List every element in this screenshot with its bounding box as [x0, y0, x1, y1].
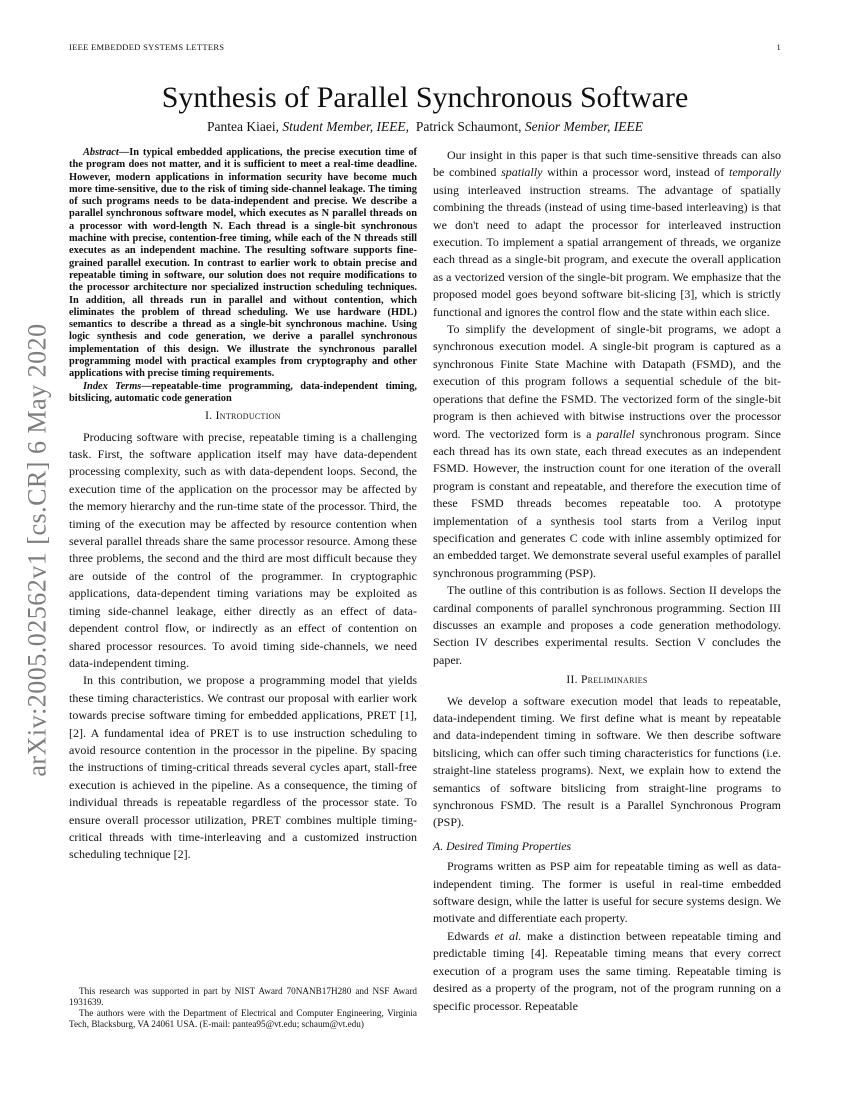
author-2-name: Patrick Schaumont,	[415, 119, 522, 134]
footnote-affiliation: The authors were with the Department of Electrical and Computer Engineering, Virginia Tech, Blacksburg, VA 24061 USA. (E-mail: pantea95@vt.edu; schaum@vt.edu)	[69, 1008, 417, 1029]
abstract	[69, 147, 417, 381]
subsection-heading-timing: A. Desired Timing Properties	[433, 838, 572, 853]
text-run: Edwards	[447, 928, 495, 943]
footnote-funding: This research was supported in part by NIST Award 70NANB17H280 and NSF Award 1931639.	[69, 986, 417, 1007]
text-run: synchronous program. Since each thread has its own state, each thread executes as an independent FSMD. However, the instruction count for one iteration of the overall program is constant and repeatable, and therefore the execution time of these FSMD threads becomes repeatable too. A prototype implementation of a synthesis tool starts from a Verilog input specification and generates C code with inline assembly optimized for an embedded target. We demonstrate several useful examples of parallel synchronous programming (PSP).	[433, 426, 781, 580]
abstract-lead: Abstract	[83, 147, 119, 158]
left-column	[69, 147, 417, 864]
text-run: make a distinction between repeatable timing and predictable timing [4]. Repeatable timing means that every correct execution of a program uses the same timing. Repeatable timing is desired as a property of the program, not of the program running on a specific processor. Repeatable	[433, 928, 781, 1013]
footnotes	[69, 986, 417, 1030]
text-run: Our insight in this paper is that such time-sensitive threads can also be combined	[433, 148, 781, 180]
section-title: Preliminaries	[580, 674, 648, 687]
right-column	[433, 147, 781, 1015]
author-1-affiliation: Student Member, IEEE,	[282, 119, 410, 134]
page-number: 1	[776, 42, 781, 52]
author-line	[69, 119, 781, 135]
text-run: using interleaved instruction streams. The advantage of spatially combining the threads (instead of using time-based interleaving) is that we don't need to adapt the processor for interleaved instruction execution. To implement a spatial arrangement of threads, we organize each thread as a single-bit program, and execute the overall application as a vectorized version of the single-bit program. We emphasize that the proposed model goes beyond software bit-slicing [3], which is strictly functional and ignores the control flow and the state within each slice.	[433, 182, 781, 319]
section-heading-preliminaries	[433, 672, 781, 689]
journal-name: IEEE EMBEDDED SYSTEMS LETTERS	[69, 42, 225, 52]
emphasis: et al.	[494, 928, 522, 943]
timing-paragraph-2	[433, 928, 781, 1015]
intro-paragraph-4	[433, 321, 781, 582]
author-2-affiliation: Senior Member, IEEE	[524, 119, 644, 134]
abstract-text: —In typical embedded applications, the precise execution time of the program does not matter, and it is sufficient to meet a real-time deadline. However, modern applications in information security have become much more time-sensitive, due to the risk of timing side-channel leakage. The timing of such programs needs to be data-independent and precise. We describe a parallel synchronous software model, which executes as N parallel threads on a processor with word-length N. Each thread is a single-bit synchronous machine with precise, contention-free timing, while each of the N threads still executes as an independent machine. The resulting software supports fine-grained parallel execution. In contrast to earlier work to obtain precise and repeatable timing in software, our solution does not require modifications to the processor architecture nor specialized instruction scheduling techniques. In addition, all threads run in parallel and without contention, which eliminates the problem of thread scheduling. We use hardware (HDL) semantics to describe a thread as a single-bit synchronous machine. Using logic synthesis and code generation, we derive a parallel synchronous implementation of this design. We illustrate the synchronous parallel programming model with practical examples from cryptography and other applications with precise timing requirements.	[69, 147, 417, 380]
intro-paragraph-3	[433, 147, 781, 321]
arxiv-stamp-text: arXiv:2005.02562v1 [cs.CR] 6 May 2020	[23, 323, 52, 777]
intro-paragraph-1: Producing software with precise, repeatable timing is a challenging task. First, the software application itself may have data-dependent processing complexity, such as with data-dependent loops. Second, the execution time of the application on the processor may be affected by the memory hierarchy and the run-time state of the processor. Third, the timing of the execution may be affected by resource contention when several parallel threads share the same processor resource. Among these three problems, the second and the third are most difficult because they are outside of the control of the programmer. In cryptographic applications, data-dependent timing variations may be exploited as timing side-channel leakage, either directly as an effect of data-dependent control flow, or indirectly as an effect of contention on shared processor resources. To avoid timing side-channels, we need data-independent timing.	[69, 429, 417, 670]
intro-paragraph-2: In this contribution, we propose a programming model that yields these timing characteristics. We contrast our proposal with earlier work towards precise software timing for embedded applications, PRET [1], [2]. A fundamental idea of PRET is to use instruction scheduling to avoid resource contention in the processor in the pipeline. By spacing the instructions of timing-critical threads several cycles apart, stall-free execution is achieved in the pipeline. As a consequence, the timing of individual threads is repeatable regardless of the processor state. To ensure overall processor utilization, PRET combines multiple timing-critical threads with time-interleaving and a customized instruction scheduling technique [2].	[69, 673, 417, 862]
section-number: II.	[566, 674, 578, 687]
author-1-name: Pantea Kiaei,	[206, 119, 279, 134]
emphasis: spatially	[501, 165, 543, 180]
section-heading-introduction	[69, 408, 417, 425]
index-terms-text: —repeatable-time programming, data-independent timing, bitslicing, automatic code generation	[69, 380, 417, 404]
section-title: Introduction	[215, 410, 281, 423]
index-terms	[69, 381, 417, 406]
index-terms-lead: Index Terms	[83, 380, 142, 392]
timing-paragraph-1: Programs written as PSP aim for repeatable timing as well as data-independent timing. The former is useful in real-time embedded software design, while the latter is useful for secure systems design. We motivate and differentiate each property.	[433, 859, 781, 926]
intro-paragraph-5: The outline of this contribution is as follows. Section II develops the cardinal components of parallel synchronous programming. Section III discusses an example and proposes a code generation methodology. Section IV describes experimental results. Section V concludes the paper.	[433, 583, 781, 667]
emphasis: parallel	[596, 426, 635, 441]
paper-title: Synthesis of Parallel Synchronous Software	[161, 81, 689, 114]
emphasis: temporally	[728, 165, 781, 180]
text-run: within a processor word, instead of	[542, 165, 729, 180]
arxiv-stamp	[8, 0, 68, 1100]
section-number: I.	[205, 410, 213, 423]
running-head	[69, 42, 781, 52]
text-run: To simplify the development of single-bit programs, we adopt a synchronous execution model. A single-bit program is captured as a synchronous Finite State Machine with Datapath (FSMD), and the execution of this program follows a sequential schedule of the bit-operations that define the FSMD. The vectorized form of the single-bit program is then achieved with bitwise instructions over the processor word. The vectorized form is a	[433, 322, 781, 441]
prelim-paragraph-1: We develop a software execution model that leads to repeatable, data-independent timing. We first define what is meant by repeatable and data-independent timing in software. We then describe software bitslicing, which can offer such timing characteristics for functions (i.e. straight-line stateless programs). Next, we explain how to extend the semantics of software bitslicing from straight-line programs to synchronous FSMD. The result is a Parallel Synchronous Program (PSP).	[433, 693, 781, 830]
